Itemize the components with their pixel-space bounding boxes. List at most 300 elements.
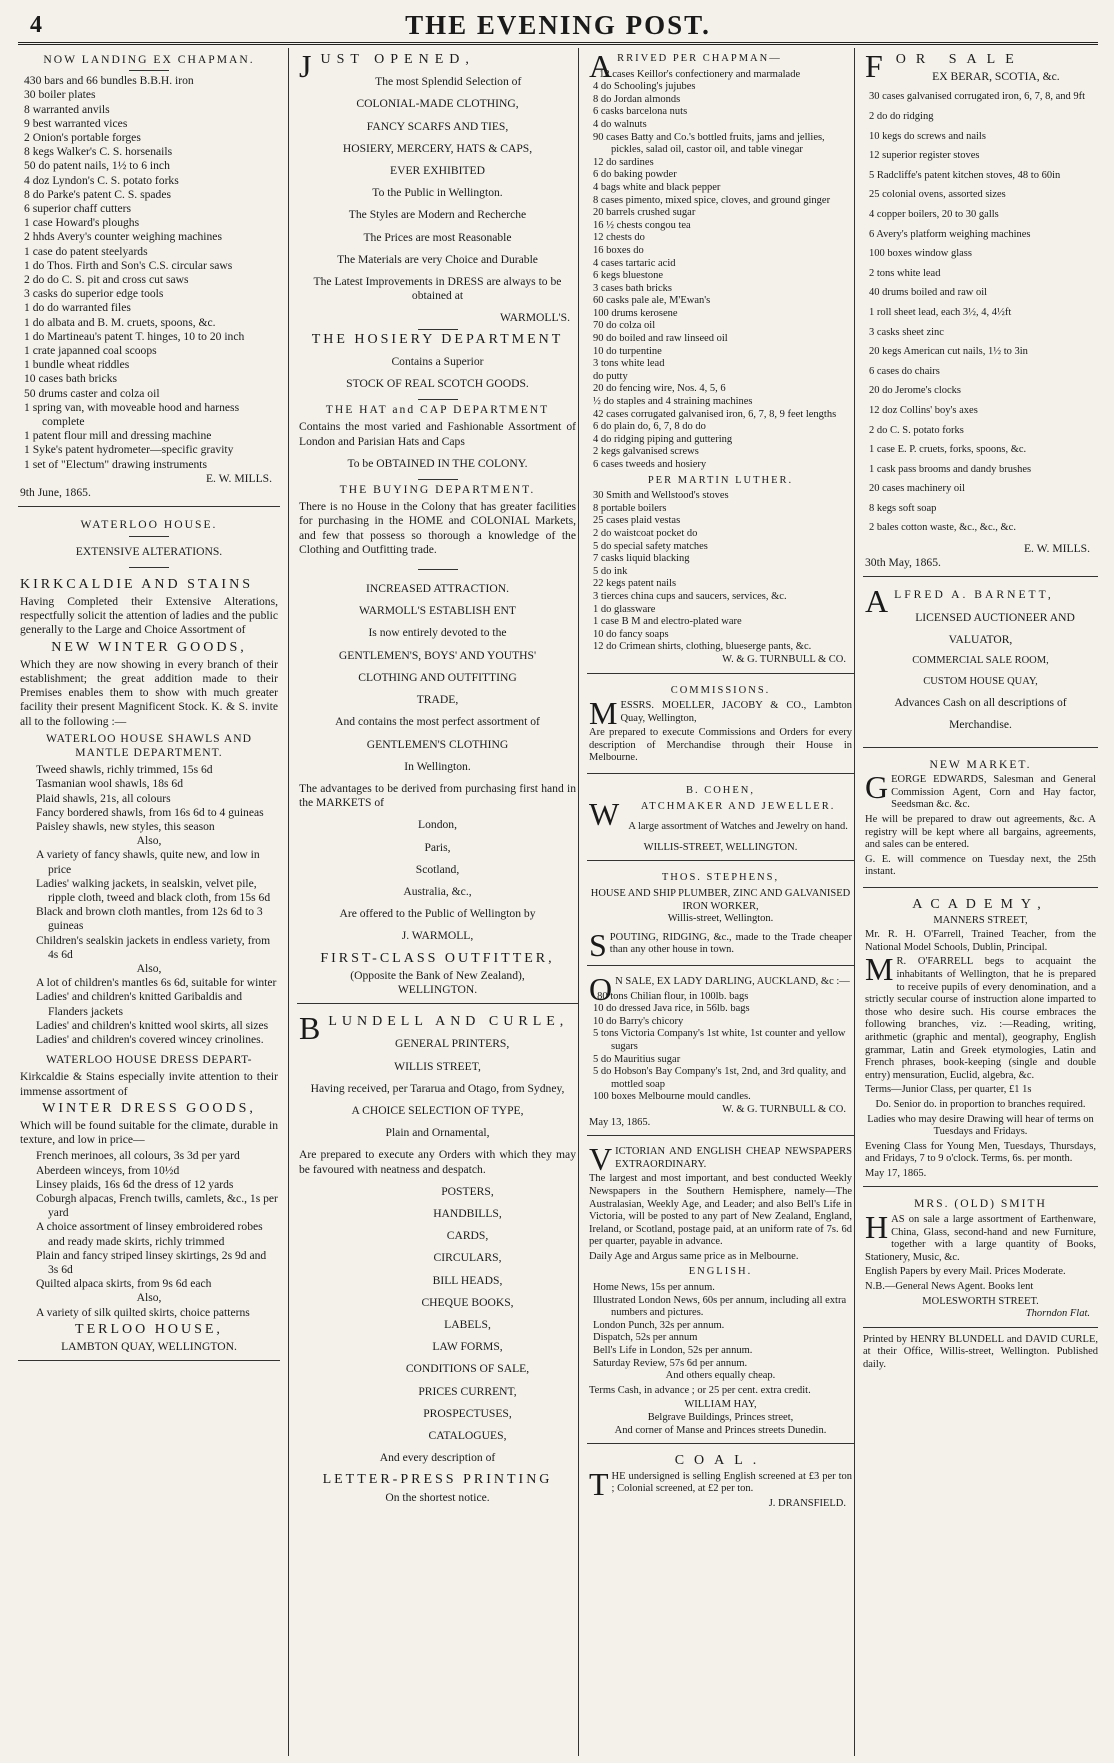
list-item: 1 do Martineau's patent T. hinges, 10 to 20 inch — [24, 329, 245, 343]
ad-heading: THOS. STEPHENS, — [661, 872, 780, 884]
text-line: And others equally cheap. — [665, 1370, 776, 1382]
list-item: 40 drums boiled and raw oil — [869, 287, 988, 299]
list-item: 3 casks sheet zinc — [869, 326, 944, 338]
list-item: 10 do fancy soaps — [593, 628, 669, 640]
list-item: Coburgh alpacas, French twills, camlets, &c., 1s per yard — [36, 1192, 278, 1220]
item-list — [589, 991, 852, 1104]
list-item: 1 cask pass brooms and dandy brushes — [869, 463, 1032, 475]
list-item: 1 patent flour mill and dressing machine — [24, 429, 212, 443]
list-item: 8 do Parke's patent C. S. spades — [24, 187, 171, 201]
signature: E. W. MILLS. — [1023, 542, 1090, 556]
list-item: HOSIERY, MERCERY, HATS & CAPS, — [342, 141, 533, 155]
ad-commissions — [587, 680, 854, 775]
list-item: London, — [418, 818, 457, 832]
subheading: EX BERAR, SCOTIA, &c. — [932, 70, 1060, 84]
date: 30th May, 1865. — [865, 556, 941, 570]
item-list — [20, 763, 278, 834]
date: May 13, 1865. — [589, 1116, 651, 1128]
also: Also, — [136, 961, 162, 975]
ad-forsale — [863, 48, 1098, 577]
body-text: Having Completed their Extensive Alterations, respectfully solicit the attention of ladies and the public generally to the Large and Choice Assortment of — [20, 594, 278, 637]
list-item: 12 do sardines — [593, 156, 654, 168]
list-item: 90 cases Batty and Co.'s bottled fruits, jams and jellies, pickles, salad oil, castor oil, and table vinegar — [593, 131, 825, 156]
text-line: TRADE, — [416, 693, 459, 707]
body-text: Do. Senior do. in proportion to branches required. — [875, 1098, 1086, 1110]
subheading: INCREASED ATTRACTION. — [366, 582, 509, 596]
list-item: 100 boxes Melbourne mould candles. — [593, 1091, 751, 1103]
list-item: Linsey plaids, 16s 6d the dress of 12 yards — [36, 1177, 234, 1191]
text-line: WELLINGTON. — [397, 982, 478, 996]
list-item: Tweed shawls, richly trimmed, 15s 6d — [36, 763, 213, 777]
list-item: 2 bales cotton waste, &c., &c., &c. — [869, 522, 1016, 534]
list-item: 2 do waistcoat pocket do — [593, 527, 698, 539]
list-item: 3 tierces china cups and saucers, services, &c. — [593, 590, 787, 602]
list-item: CHEQUE BOOKS, — [421, 1295, 514, 1309]
list-item: The Materials are very Choice and Durable — [337, 252, 538, 266]
text-line: Merchandise. — [949, 718, 1012, 732]
list-item: 1 bundle wheat riddles — [24, 358, 130, 372]
text-line: (Opposite the Bank of New Zealand), — [350, 968, 525, 982]
ad-heading: NOW LANDING EX CHAPMAN. — [43, 53, 255, 66]
print-list — [299, 1185, 576, 1443]
list-item: 1 case do patent steelyards — [24, 244, 148, 258]
list-item: 6 do baking powder — [593, 169, 677, 181]
list-item: Saturday Review, 57s 6d per annum. — [593, 1357, 748, 1369]
also: Also, — [136, 834, 162, 848]
list-item: 1 crate japanned coal scoops — [24, 344, 157, 358]
ad-coal — [587, 1450, 854, 1516]
ad-heading: BLUNDELL AND CURLE, — [299, 1010, 569, 1047]
signature: W. & G. TURNBULL & CO. — [722, 1103, 846, 1115]
list-item: A choice assortment of linsey embroidered robes and ready made skirts, richly trimmed — [36, 1220, 263, 1248]
subheading: THE BUYING DEPARTMENT. — [339, 483, 536, 497]
list-item: 20 barrels crushed sugar — [593, 207, 696, 219]
date: 9th June, 1865. — [20, 486, 91, 500]
text-line: HOUSE AND SHIP PLUMBER, ZINC AND GALVANISED IRON WORKER, — [590, 888, 851, 912]
list-item: 2 tons white lead — [869, 267, 941, 279]
ad-heading: VICTORIAN AND ENGLISH CHEAP NEWSPAPERS EXTRAORDINARY. — [589, 1141, 852, 1178]
column-4 — [854, 48, 1098, 1756]
list-item: 30 boiler plates — [24, 88, 96, 102]
ad-newmarket — [863, 754, 1098, 888]
line-list — [299, 818, 576, 899]
signature: WILLIAM HAY, — [684, 1399, 757, 1411]
list-item: 20 do fencing wire, Nos. 4, 5, 6 — [593, 383, 726, 395]
signature: J. DRANSFIELD. — [768, 1497, 846, 1509]
body-text: Ladies who may desire Drawing will hear of terms on Tuesdays and Fridays. — [867, 1113, 1094, 1138]
list-item: 2 do C. S. potato forks — [869, 424, 964, 436]
list-item: 4 do Schooling's jujubes — [593, 81, 696, 93]
list-item: 100 boxes window glass — [869, 248, 972, 260]
list-item: 5 do Hobson's Bay Company's 1st, 2nd, and 3rd quality, and mottled soap — [593, 1066, 847, 1090]
ad-academy — [863, 894, 1098, 1187]
ad-warmoll — [297, 48, 578, 1004]
address: Willis-street, Wellington. — [667, 913, 774, 925]
list-item: CARDS, — [446, 1229, 489, 1243]
ad-smith — [863, 1193, 1098, 1327]
line-list — [299, 75, 576, 303]
text-line: WARMOLL'S ESTABLISH ENT — [358, 604, 517, 618]
ad-arrived — [587, 48, 854, 674]
list-item: LAW FORMS, — [432, 1340, 503, 1354]
list-item: 12 doz Collins' boy's axes — [869, 404, 978, 416]
list-item: 2 do do C. S. pit and cross cut saws — [24, 273, 189, 287]
address: Thorndon Flat. — [1025, 1308, 1090, 1320]
body-text: Daily Age and Argus same price as in Melbourne. — [589, 1250, 799, 1262]
body-text: G. E. will commence on Tuesday next, the 25th instant. — [865, 853, 1096, 878]
text-line: Having received, per Tararua and Otago, from Sydney, — [310, 1081, 565, 1095]
text-line: GENTLEMEN'S CLOTHING — [366, 737, 509, 751]
list-item: 6 kegs bluestone — [593, 270, 663, 282]
ad-heading: KIRKCALDIE AND STAINS — [20, 576, 253, 592]
list-item: The most Splendid Selection of — [375, 75, 522, 89]
ad-heading: WATERLOO HOUSE. — [80, 518, 218, 532]
list-item: 100 drums kerosene — [593, 307, 678, 319]
address: MOLESWORTH STREET. — [922, 1295, 1039, 1307]
list-item: 8 kegs soft soap — [869, 502, 937, 514]
text-line: Contains a Superior — [391, 354, 484, 368]
list-item: 1 case Howard's ploughs — [24, 216, 140, 230]
list-item: Illustrated London News, 60s per annum, including all extra numbers and pictures. — [593, 1294, 847, 1319]
list-item: 4 do ridging piping and guttering — [593, 433, 733, 445]
list-item: 8 kegs Walker's C. S. horsenails — [24, 145, 173, 159]
body-text: HAS on sale a large assortment of Earthenware, China, Glass, second-hand and new Furniture, together with a large quantity of Books, Stationery, Music, &c. — [865, 1209, 1096, 1263]
text-line: Plain and Ornamental, — [385, 1126, 490, 1140]
list-item: 20 kegs American cut nails, 1½ to 3in — [869, 346, 1028, 358]
list-item: A lot of children's mantles 6s 6d, suitable for winter — [36, 976, 277, 990]
list-item: 22 kegs patent nails — [593, 578, 677, 590]
list-item: Quilted alpaca skirts, from 9s 6d each — [36, 1277, 212, 1291]
subheading: NEW WINTER GOODS, — [51, 639, 247, 655]
list-item: 2 do do ridging — [869, 111, 934, 122]
subheading: WATERLOO HOUSE DRESS DEPART- — [45, 1053, 253, 1067]
address: Belgrave Buildings, Princes street, — [647, 1412, 794, 1423]
text-line: J. WARMOLL, — [401, 929, 474, 943]
subheading: WINTER DRESS GOODS, — [42, 1100, 256, 1116]
list-item: 5 tons Victoria Company's 1st white, 1st counter and yellow sugars — [593, 1028, 846, 1052]
list-item: Plain and fancy striped linsey skirtings, 2s 9d and 3s 6d — [36, 1248, 267, 1277]
list-item: 8 cases pimento, mixed spice, cloves, and ground ginger — [593, 194, 831, 206]
ad-heading: ON SALE, EX LADY DARLING, AUCKLAND, &c :— — [589, 971, 850, 1007]
ad-stephens — [587, 867, 854, 966]
ad-heading: FOR SALE — [865, 48, 1024, 84]
list-item: 10 do Barry's chicory — [593, 1015, 684, 1027]
list-item: 4 bags white and black pepper — [593, 181, 721, 193]
date: May 17, 1865. — [865, 1167, 927, 1179]
list-item: 5 do Mauritius sugar — [593, 1053, 681, 1065]
text-line: In Wellington. — [404, 759, 471, 773]
ad-heading: NEW MARKET. — [929, 757, 1032, 771]
text-line: COMMERCIAL SALE ROOM, — [912, 655, 1049, 667]
list-item: 50 do patent nails, 1½ to 6 inch — [24, 159, 170, 173]
text-line: GENERAL PRINTERS, — [395, 1037, 510, 1051]
ad-heading: ACADEMY, — [912, 897, 1049, 913]
subheading: TERLOO HOUSE, — [75, 1321, 223, 1337]
list-item: Home News, 15s per annum. — [593, 1282, 715, 1294]
list-item: 16 boxes do — [593, 244, 644, 256]
list-item: 3 cases bath bricks — [593, 282, 673, 294]
list-item: CIRCULARS, — [433, 1251, 502, 1265]
ad-waterloo — [18, 513, 280, 1361]
list-item: 4 doz Lyndon's C. S. potato forks — [24, 173, 179, 187]
list-item: 12 do Crimean shirts, clothing, blueserge pants, &c. — [593, 641, 812, 653]
list-item: 2 hhds Avery's counter weighing machines — [24, 230, 222, 244]
list-item: 42 cases corrugated galvanised iron, 6, 7, 8, 9 feet lengths — [593, 408, 837, 420]
text-line: To be OBTAINED IN THE COLONY. — [347, 456, 528, 470]
list-item: Dispatch, 52s per annum — [593, 1332, 698, 1344]
list-item: Paris, — [424, 840, 451, 854]
list-item: Aberdeen winceys, from 10½d — [36, 1163, 180, 1177]
item-list — [589, 1282, 852, 1370]
list-item: 2 kegs galvanised screws — [593, 446, 699, 458]
list-item: 25 cases plaid vestas — [593, 515, 681, 527]
list-item: 1 do albata and B. M. cruets, spoons, &c. — [24, 315, 216, 329]
list-item: PRICES CURRENT, — [418, 1384, 517, 1398]
imprint: Printed by HENRY BLUNDELL and DAVID CURLE, at their Office, Willis-street, Wellington. Published daily. — [863, 1333, 1098, 1371]
body-text: MR. O'FARRELL begs to acquaint the inhabitants of Wellington, that he is prepared to receive pupils of every denomination, and a strictly secular course of instruction alone imparted to those who desire such. His course embraces the following branches, viz. :—Reading, writing, arithmetic (graphic and mental), geography, English grammar, Latin and Greek etymologies, Latin and French phrases, book-keeping (single and double entry) mensuration, Euclid, algebra, &c. — [865, 951, 1096, 1081]
list-item: 5 do ink — [593, 565, 628, 577]
text-line: Advances Cash on all descriptions of — [894, 696, 1067, 710]
text-line: Are offered to the Public of Wellington by — [339, 907, 536, 921]
list-item: FANCY SCARFS AND TIES, — [366, 119, 509, 133]
signature: E. W. MILLS. — [205, 471, 272, 485]
list-item: 8 warranted anvils — [24, 102, 110, 116]
ad-onsale — [587, 972, 854, 1136]
text-line: On the shortest notice. — [385, 1490, 490, 1504]
list-item: 12 superior register stoves — [869, 150, 980, 162]
list-item: 10 do turpentine — [593, 345, 662, 357]
list-item: 1 spring van, with moveable hood and harness complete — [24, 400, 240, 429]
list-item: 8 portable boilers — [593, 502, 667, 514]
body-text: Contains the most varied and Fashionable Assortment of London and Parisian Hats and Caps — [299, 420, 576, 448]
ad-heading: ALFRED A. BARNETT, — [865, 583, 1054, 620]
list-item: 12 cases Keillor's confectionery and marmalade — [599, 68, 801, 80]
list-item: 6 cases do chairs — [869, 365, 940, 377]
text-line: STOCK OF REAL SCOTCH GOODS. — [346, 377, 529, 391]
list-item: POSTERS, — [441, 1184, 494, 1198]
list-item: 9 best warranted vices — [24, 116, 128, 130]
list-item: 25 colonial ovens, assorted sizes — [869, 189, 1006, 201]
list-item: A variety of fancy shawls, quite new, and low in price — [36, 848, 260, 876]
list-item: 10 cases bath bricks — [24, 372, 118, 386]
body-text: Are prepared to execute Commissions and Orders for every description of Merchandise through their House in Melbourne. — [589, 727, 852, 764]
item-list — [20, 1149, 278, 1291]
ad-chapman — [18, 48, 280, 507]
text-line: And every description of — [379, 1451, 496, 1465]
ad-victorian — [587, 1142, 854, 1444]
list-item: 12 chests do — [593, 232, 645, 244]
address: WILLIS-STREET, WELLINGTON. — [643, 841, 798, 853]
list-item: 30 cases galvanised corrugated iron, 6, 7, 8, and 9ft — [869, 91, 1086, 103]
ad-blundell — [297, 1010, 578, 1511]
list-item: 1 roll sheet lead, each 3½, 4, 4½ft — [869, 306, 1012, 318]
ad-heading: B. COHEN, — [685, 785, 756, 797]
list-item: The Prices are most Reasonable — [363, 230, 512, 244]
column-3 — [578, 48, 854, 1756]
body-text: Are prepared to execute any Orders with which they may be favoured with neatness and despatch. — [299, 1148, 576, 1176]
body-text: Evening Class for Young Men, Tuesdays, Thursdays, and Fridays, 7 to 9 o'clock. Terms, 6s. per month. — [865, 1140, 1096, 1165]
list-item: Ladies' and children's knitted Garibaldis and Flanders jackets — [36, 990, 243, 1018]
list-item: 10 kegs do screws and nails — [869, 130, 986, 142]
body-text: Which will be found suitable for the climate, durable in texture, and low in price— — [20, 1119, 278, 1147]
list-item: Ladies' and children's covered wincey crinolines. — [36, 1033, 264, 1046]
list-item: HANDBILLS, — [433, 1206, 502, 1220]
list-item: Plaid shawls, 21s, all colours — [36, 791, 171, 805]
list-item: Fancy bordered shawls, from 16s 6d to 4 guineas — [36, 805, 264, 819]
list-item: Paisley shawls, new styles, this season — [36, 819, 215, 833]
item-list — [20, 976, 278, 1047]
list-item: PROSPECTUSES, — [423, 1406, 512, 1420]
text-line: VALUATOR, — [948, 632, 1013, 646]
list-item: 70 do colza oil — [593, 320, 656, 332]
body-text: English Papers by every Mail. Prices Moderate. — [865, 1266, 1066, 1278]
list-item: 430 bars and 66 bundles B.B.H. iron — [24, 74, 194, 88]
subheading: FIRST-CLASS OUTFITTER, — [320, 950, 555, 966]
list-item: 20 cases machinery oil — [869, 483, 965, 495]
list-item: 4 cases tartaric acid — [593, 257, 676, 269]
list-item: 4 copper boilers, 20 to 30 galls — [869, 208, 999, 220]
list-item: Ladies' walking jackets, in sealskin, velvet pile, ripple cloth, tweed and black cloth, from 15s 6d — [36, 876, 271, 904]
list-item: 20 do Jerome's clocks — [869, 385, 961, 397]
subheading: EXTENSIVE ALTERATIONS. — [75, 544, 223, 558]
subheading: LETTER-PRESS PRINTING — [322, 1472, 553, 1488]
address: And corner of Manse and Princes streets Dunedin. — [614, 1424, 827, 1436]
item-list — [865, 91, 1096, 535]
ad-barnett — [863, 583, 1098, 747]
signature: W. & G. TURNBULL & CO. — [722, 653, 846, 665]
list-item: 1 do Thos. Firth and Son's C.S. circular saws — [24, 258, 233, 272]
list-item: Children's sealskin jackets in endless variety, from 4s 6d — [36, 933, 271, 961]
list-item: To the Public in Wellington. — [372, 186, 503, 200]
body-text: The advantages to be derived from purchasing first hand in the MARKETS of — [299, 781, 576, 810]
text-line: GENTLEMEN'S, BOYS' AND YOUTHS' — [338, 648, 537, 662]
item-list — [20, 1306, 278, 1320]
ad-heading: COMMISSIONS. — [670, 684, 771, 696]
body-text: SPOUTING, RIDGING, &c., made to the Trade cheaper than any other house in town. — [589, 926, 852, 963]
list-item: A variety of silk quilted skirts, choice patterns — [36, 1305, 250, 1319]
text-line: A CHOICE SELECTION OF TYPE, — [351, 1103, 524, 1117]
ad-heading: COAL. — [674, 1453, 767, 1469]
body-text: GEORGE EDWARDS, Salesman and General Commission Agent, Corn and Hay factor, Seedsman &c. &c. — [865, 769, 1096, 811]
list-item: 7 casks liquid blacking — [593, 553, 690, 565]
list-item: 4 do walnuts — [593, 118, 647, 130]
list-item: 90 do boiled and raw linseed oil — [593, 333, 728, 345]
list-item: 1 case B M and electro-plated ware — [593, 616, 742, 628]
ad-heading: MRS. (OLD) SMITH — [914, 1197, 1047, 1211]
list-item: Black and brown cloth mantles, from 12s 6d to 3 guineas — [36, 905, 263, 933]
list-item: do putty — [593, 370, 628, 382]
list-item: 3 tons white lead — [593, 358, 665, 370]
list-item: 30 Smith and Wellstood's stoves — [593, 490, 729, 502]
list-item: 5 Radcliffe's patent kitchen stoves, 48 to 60in — [869, 169, 1061, 181]
text-line: CUSTOM HOUSE QUAY, — [923, 675, 1038, 687]
address: LAMBTON QUAY, WELLINGTON. — [61, 1340, 237, 1354]
list-item: Australia, &c., — [403, 884, 472, 898]
list-item: COLONIAL-MADE CLOTHING, — [356, 97, 519, 111]
body-text: Terms Cash, in advance ; or 25 per cent. extra credit. — [589, 1384, 811, 1396]
list-item: CONDITIONS OF SALE, — [405, 1362, 530, 1376]
list-item: ½ do staples and 4 straining machines — [593, 396, 753, 408]
body-text: The largest and most important, and best conducted Weekly Newspapers in the Southern Hemisphere, namely—The Australasian, Weekly Age, and Leader; and also Bell's Life in Victoria, will be posted to any part of New Zealand, England, Ireland, or Scotland, postage paid, at an uniform rate of 7s. 6d per quarter, payable in advance. — [589, 1173, 852, 1248]
list-item: 10 do dressed Java rice, in 56lb. bags — [593, 1003, 750, 1015]
subheading: ENGLISH. — [688, 1266, 753, 1278]
body-text: He will be prepared to draw out agreements, &c. A registry will be kept where all bargains, agreements, and sales can be entered. — [865, 814, 1096, 851]
list-item: 1 Syke's patent hydrometer—specific gravity — [24, 443, 234, 457]
ad-heading: ARRIVED PER CHAPMAN— — [589, 48, 782, 84]
body-text: N.B.—General News Agent. Books lent — [865, 1281, 1034, 1293]
list-item: 1 case E. P. cruets, forks, spoons, &c. — [869, 444, 1027, 456]
list-item: London Punch, 32s per annum. — [593, 1319, 725, 1331]
list-item: 6 cases tweeds and hosiery — [593, 459, 707, 470]
subheading: THE HOSIERY DEPARTMENT — [311, 331, 564, 347]
list-item: 2 Onion's portable forges — [24, 131, 141, 145]
list-item: EVER EXHIBITED — [390, 164, 485, 178]
list-item: The Latest Improvements in DRESS are always to be obtained at — [313, 275, 562, 303]
item-list — [20, 848, 278, 962]
list-item: CATALOGUES, — [428, 1429, 507, 1442]
column-1 — [18, 48, 280, 1756]
text-line: CLOTHING AND OUTFITTING — [358, 670, 517, 684]
subheading: THE HAT and CAP DEPARTMENT — [325, 403, 550, 417]
item-list — [589, 490, 852, 654]
text-line: Is now entirely devoted to the — [368, 626, 507, 640]
ad-cohen — [587, 780, 854, 861]
masthead — [18, 10, 1098, 45]
subheading: MANNERS STREET, — [933, 914, 1028, 926]
subheading: PER MARTIN LUTHER. — [647, 474, 794, 486]
list-item: 6 Avery's platform weighing machines — [869, 228, 1031, 240]
list-item: 6 do plain do, 6, 7, 8 do do — [593, 421, 706, 433]
subheading: WATERLOO HOUSE SHAWLS AND MANTLE DEPARTMENT. — [45, 731, 253, 759]
body-text: THE undersigned is selling English screened at £3 per ton ; Colonial screened, at £2 per ton. — [589, 1465, 852, 1502]
list-item: French merinoes, all colours, 3s 3d per yard — [36, 1149, 240, 1163]
body-text: There is no House in the Colony that has greater facilities for purchasing in the HOME and COLONIAL Markets, and few that possess so thorough a knowledge of the Clothing and Outfitting trade. — [299, 500, 576, 556]
text-line: And contains the most perfect assortment of — [335, 715, 540, 729]
body-text: Which they are now showing in every branch of their establishment; the great addition made to their Premises enables them to show with much greater facility their present Magnificent Stock. K. & S. invite all to the following :— — [20, 657, 278, 728]
also: Also, — [136, 1291, 162, 1305]
list-item: LABELS, — [444, 1317, 491, 1331]
item-list — [20, 74, 278, 472]
list-item: 3 casks do superior edge tools — [24, 287, 164, 301]
ad-heading: JUST OPENED, — [299, 48, 475, 84]
item-list — [589, 69, 852, 472]
list-item: Scotland, — [415, 862, 460, 876]
list-item: 80 tons Chilian flour, in 100lb. bags — [597, 990, 749, 1002]
list-item: 50 drums caster and colza oil — [24, 386, 160, 400]
body-text: Kirkcaldie & Stains especially invite attention to their immense assortment of — [20, 1070, 278, 1098]
list-item: 5 do special safety matches — [593, 540, 708, 552]
subheading: WATCHMAKER AND JEWELLER. — [589, 795, 836, 832]
text-line: WILLIS STREET, — [394, 1059, 481, 1073]
body-text: Mr. R. H. O'Farrell, Trained Teacher, from the National Model Schools, Dublin, Principal. — [865, 929, 1096, 953]
columns — [18, 48, 1098, 1756]
list-item: Bell's Life in London, 52s per annum. — [593, 1345, 753, 1357]
text-line: A large assortment of Watches and Jewelry on hand. — [628, 821, 848, 833]
list-item: BILL HEADS, — [432, 1273, 503, 1287]
column-2 — [288, 48, 578, 1756]
list-item: 1 do do warranted files — [24, 301, 131, 315]
body-text: MESSRS. MOELLER, JACOBY & CO., Lambton Quay, Wellington, — [589, 695, 852, 732]
list-item: 1 set of "Electum" drawing instruments — [24, 457, 208, 471]
list-item: Ladies' and children's knitted wool skirts, all sizes — [36, 1018, 269, 1032]
list-item: 6 superior chaff cutters — [24, 202, 131, 216]
list-item: 60 casks pale ale, M'Ewan's — [593, 295, 711, 307]
text-line: LICENSED AUCTIONEER AND — [915, 610, 1075, 624]
newspaper-title: THE EVENING POST. — [405, 10, 711, 40]
list-item: The Styles are Modern and Recherche — [348, 208, 527, 222]
list-item: 1 do glassware — [593, 603, 656, 615]
list-item: Tasmanian wool shawls, 18s 6d — [36, 777, 183, 791]
